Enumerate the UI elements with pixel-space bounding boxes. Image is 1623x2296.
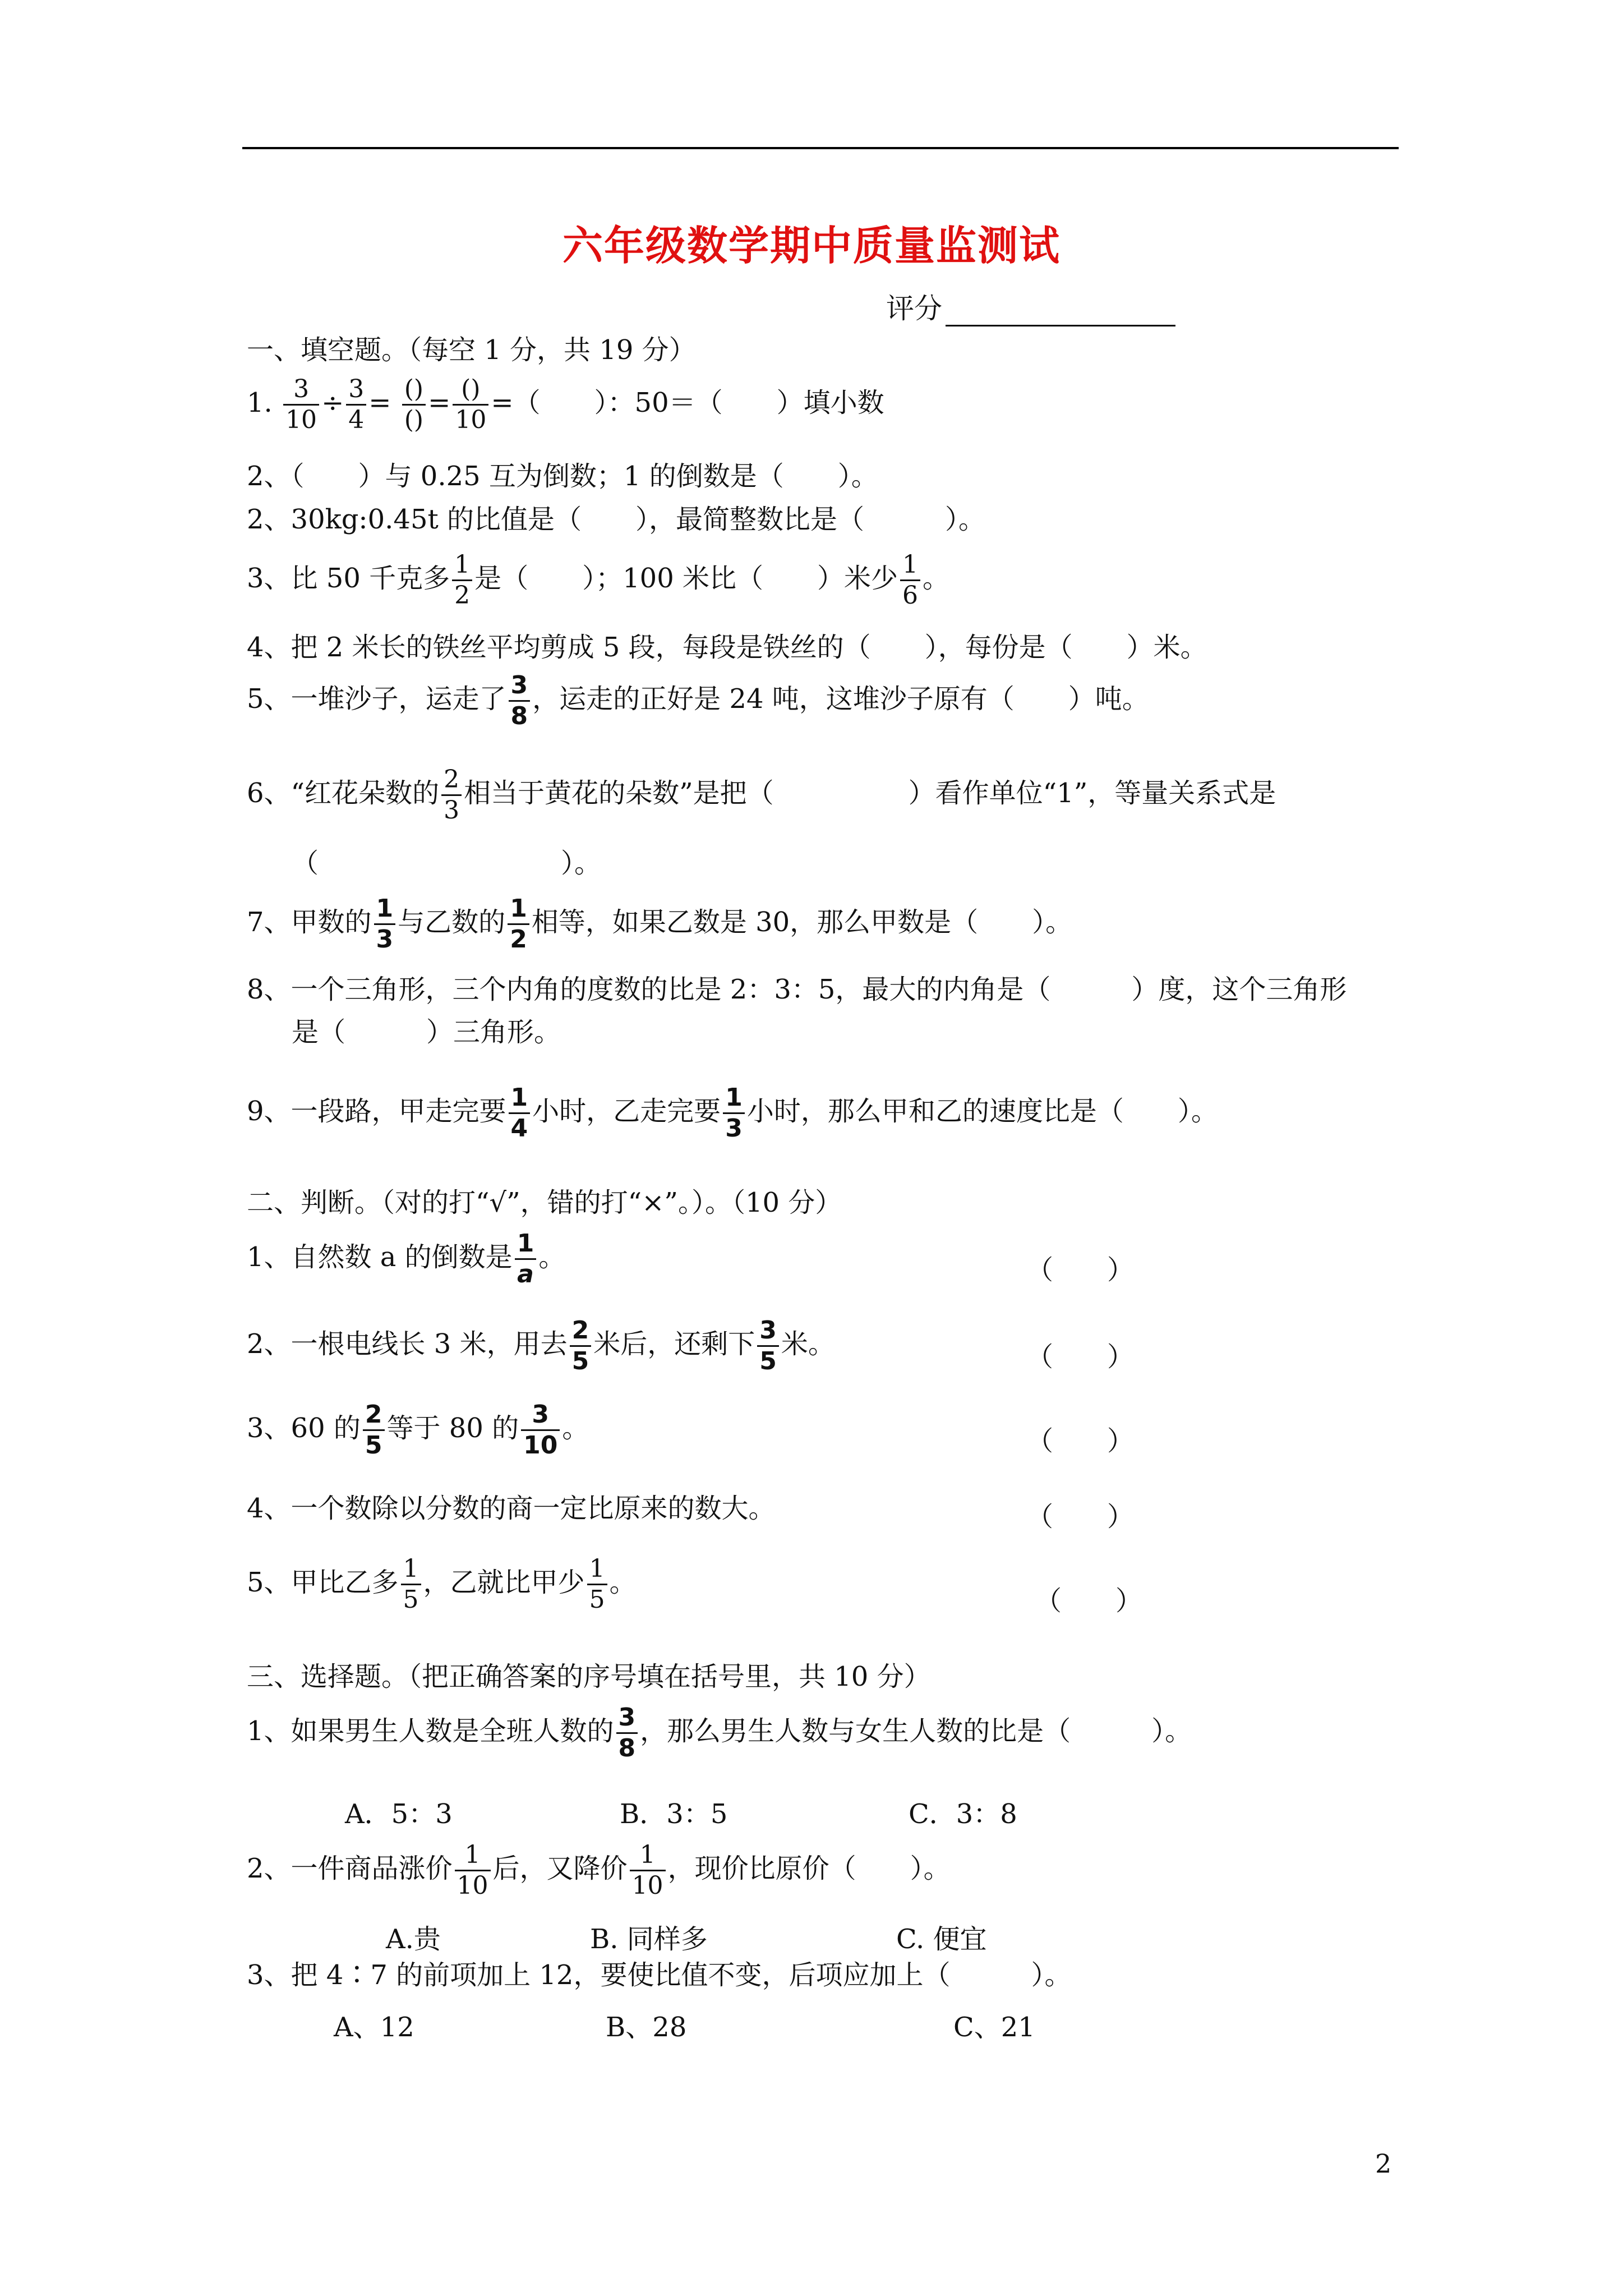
fraction: $\frac{1}{5}$ xyxy=(587,1557,607,1612)
fraction: $\frac{3}{8}$ xyxy=(509,673,531,729)
s2-q1: 1、自然数 a 的倒数是 $\frac{1}{a}$ 。 xyxy=(247,1229,566,1289)
choice-a[interactable]: A、12 xyxy=(334,2012,414,2043)
answer-paren[interactable]: （ ） xyxy=(1026,1425,1135,1457)
section2-heading: 二、判断。（对的打“√”，错的打“×”。）。（10 分） xyxy=(247,1187,842,1218)
answer-paren[interactable]: （ ） xyxy=(1035,1585,1143,1617)
fraction: $\frac{()}{10}$ xyxy=(453,377,488,432)
choice-c[interactable]: C、21 xyxy=(953,2012,1035,2043)
answer-paren[interactable]: （ ） xyxy=(1026,1341,1135,1373)
s3-q3: 3、把 4∶7 的前项加上 12，要使比值不变，后项应加上（ ）。 xyxy=(247,1959,1072,1991)
answer-paren[interactable]: （ ） xyxy=(1026,1254,1135,1286)
fraction: $\frac{1}{5}$ xyxy=(401,1557,421,1612)
s1-q4: 4、把 2 米长的铁丝平均剪成 5 段，每段是铁丝的（ ），每份是（ ）米。 xyxy=(247,632,1207,663)
score-field xyxy=(886,286,1175,326)
s1-q2a: 2、（ ）与 0.25 互为倒数；1 的倒数是（ ）。 xyxy=(247,461,878,492)
fraction: $\frac{()}{()}$ xyxy=(402,377,426,432)
s1-q6: 6、“红花朵数的 $\frac{2}{3}$ 相当于黄花的朵数”是把（ ）看作单位“1”，等量关系式是 xyxy=(247,765,1276,825)
fraction: $\frac{3}{10}$ xyxy=(283,377,319,432)
s1-q2b: 2、30kg:0.45t 的比值是（ ），最简整数比是（ ）。 xyxy=(247,504,986,535)
s1-q7: 7、甲数的 $\frac{1}{3}$ 与乙数的 $\frac{1}{2}$ 相等，如果乙数是 30，那么甲数是（ ）。 xyxy=(247,894,1073,954)
choice-a[interactable]: A．5：3 xyxy=(345,1798,453,1830)
s1-q8: 8、一个三角形，三个内角的度数的比是 2：3：5，最大的内角是（ ）度，这个三角形 xyxy=(247,974,1347,1005)
fraction: $\frac{1}{2}$ xyxy=(508,896,529,952)
fraction: $\frac{3}{10}$ xyxy=(521,1402,560,1458)
s2-q3: 3、60 的 $\frac{2}{5}$ 等于 80 的 $\frac{3}{10}$ 。 xyxy=(247,1400,589,1460)
fraction: $\frac{2}{5}$ xyxy=(570,1318,592,1374)
choice-c[interactable]: C．3：8 xyxy=(909,1798,1017,1830)
section3-heading: 三、选择题。（把正确答案的序号填在括号里，共 10 分） xyxy=(247,1661,931,1692)
fraction: $\frac{1}{10}$ xyxy=(455,1843,491,1898)
fraction: $\frac{1}{4}$ xyxy=(509,1085,531,1141)
s3-q1: 1、如果男生人数是全班人数的 $\frac{3}{8}$ ，那么男生人数与女生人数的比是（ ）。 xyxy=(247,1703,1192,1763)
score-label: 评分 xyxy=(886,292,942,325)
score-blank xyxy=(946,298,1175,326)
fraction: $\frac{2}{5}$ xyxy=(363,1402,385,1458)
s2-q2: 2、一根电线长 3 米，用去 $\frac{2}{5}$ 米后，还剩下 $\frac{3}{5}$ 米。 xyxy=(247,1316,835,1375)
s1-q3: 3、比 50 千克多 $\frac{1}{2}$ 是（ ）；100 米比（ ）米少 $\frac{1}{6}$ 。 xyxy=(247,550,950,610)
answer-paren[interactable]: （ ） xyxy=(1026,1501,1135,1533)
s1-q9: 9、一段路，甲走完要 $\frac{1}{4}$ 小时，乙走完要 $\frac{1}{3}$ 小时，那么甲和乙的速度比是（ ）。 xyxy=(247,1083,1218,1143)
choice-b[interactable]: B．3：5 xyxy=(620,1798,728,1830)
s2-q4: 4、一个数除以分数的商一定比原来的数大。 xyxy=(247,1493,776,1524)
fraction: $\frac{3}{4}$ xyxy=(346,377,366,432)
fraction: $\frac{1}{a}$ xyxy=(515,1231,537,1287)
choice-b[interactable]: B、28 xyxy=(606,2012,687,2043)
choice-c[interactable]: C. 便宜 xyxy=(896,1924,987,1955)
s1-q6-cont: （ ）。 xyxy=(292,848,602,879)
header-rule xyxy=(242,147,1399,149)
fraction: $\frac{3}{8}$ xyxy=(616,1705,638,1761)
fraction: $\frac{1}{6}$ xyxy=(900,553,920,608)
page-title: 六年级数学期中质量监测试 xyxy=(562,222,1061,269)
s1-q5: 5、一堆沙子，运走了 $\frac{3}{8}$ ，运走的正好是 24 吨，这堆沙子原有（ ）吨。 xyxy=(247,671,1149,730)
s1-q8-cont: 是（ ）三角形。 xyxy=(292,1016,561,1048)
choice-b[interactable]: B. 同样多 xyxy=(590,1924,708,1955)
s2-q5: 5、甲比乙多 $\frac{1}{5}$ ，乙就比甲少 $\frac{1}{5}$ 。 xyxy=(247,1554,637,1614)
fraction: $\frac{1}{3}$ xyxy=(723,1085,745,1141)
section1-heading: 一、填空题。（每空 1 分，共 19 分） xyxy=(247,334,696,366)
s1-q1: 1. $\frac{3}{10}$ ÷ $\frac{3}{4}$ = $\frac{()}{()}$ = $\frac{()}{10}$ =（ ）：50＝（ ）填小数 xyxy=(247,375,884,434)
fraction: $\frac{2}{3}$ xyxy=(441,767,462,823)
choice-a[interactable]: A.贵 xyxy=(386,1924,441,1955)
fraction: $\frac{3}{5}$ xyxy=(757,1318,779,1374)
fraction: $\frac{1}{2}$ xyxy=(452,553,472,608)
fraction: $\frac{1}{3}$ xyxy=(374,896,396,952)
fraction: $\frac{1}{10}$ xyxy=(630,1843,666,1898)
s3-q2: 2、一件商品涨价 $\frac{1}{10}$ 后，又降价 $\frac{1}{10}$ ，现价比原价（ ）。 xyxy=(247,1841,951,1900)
page-number: 2 xyxy=(1375,2148,1392,2179)
